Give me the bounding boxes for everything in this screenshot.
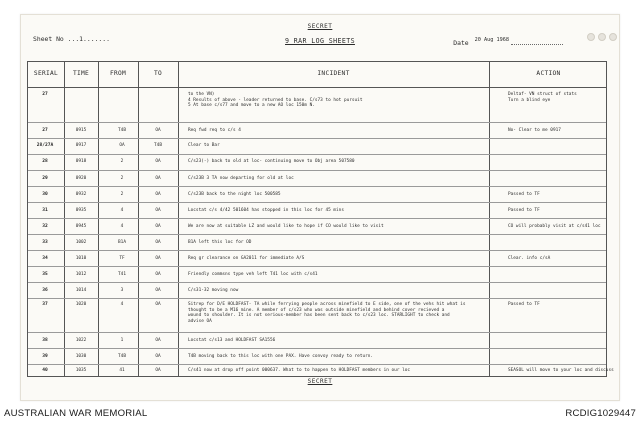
cell-action bbox=[494, 224, 608, 230]
cell-time: 1030 bbox=[75, 354, 87, 359]
cell-serial: 38 bbox=[42, 338, 48, 343]
cell-to: OA bbox=[155, 368, 161, 373]
column-divider bbox=[489, 62, 490, 376]
incident-line: Req fwd req to c/s 4 bbox=[188, 128, 241, 133]
archive-credit: AUSTRALIAN WAR MEMORIAL bbox=[4, 408, 148, 419]
row-divider bbox=[28, 298, 606, 299]
cell-time: 1014 bbox=[75, 288, 87, 293]
action-line: Passed to TF bbox=[508, 302, 540, 307]
cell-from: T41 bbox=[118, 272, 126, 277]
cell-to: OA bbox=[155, 192, 161, 197]
action-line: Passed to TF bbox=[508, 208, 540, 213]
cell-time: 1022 bbox=[75, 338, 87, 343]
incident-line: Friendly commsns type veh left T41 loc with c/s41 bbox=[188, 272, 318, 277]
cell-serial: 37 bbox=[42, 302, 48, 307]
action-line: Deltaf- VN struct of stats bbox=[508, 92, 577, 97]
incident-line: Req gr clearance on GA2011 for immediate A/S bbox=[188, 256, 305, 261]
cell-from: B1A bbox=[118, 240, 126, 245]
row-divider bbox=[28, 138, 606, 139]
cell-to: OA bbox=[155, 354, 161, 359]
cell-from: OA bbox=[119, 143, 125, 148]
row-divider bbox=[28, 234, 606, 235]
incident-line: B1A left this loc for OD bbox=[188, 240, 252, 245]
cell-incident bbox=[188, 143, 486, 149]
page-title: 9 RAR LOG SHEETS bbox=[285, 37, 355, 45]
cell-from: 3 bbox=[120, 288, 124, 293]
incident-line: We are now at suitable LZ and would like to hope if CO would like to visit bbox=[188, 224, 384, 229]
cell-to: T4B bbox=[154, 143, 162, 148]
row-divider bbox=[28, 218, 606, 219]
date-label: Date bbox=[453, 39, 469, 47]
archive-reference: RCDIG1029447 bbox=[565, 408, 636, 419]
cell-incident bbox=[188, 224, 486, 230]
cell-to: OA bbox=[155, 159, 161, 164]
cell-serial: 33 bbox=[42, 240, 48, 245]
cell-serial: 32 bbox=[42, 224, 48, 229]
action-line: SEASOL will move to your loc and discuss bbox=[508, 368, 614, 373]
sheet-label: Sheet No bbox=[33, 35, 64, 43]
cell-action bbox=[494, 302, 608, 308]
cell-action bbox=[494, 368, 614, 374]
cell-serial: 34 bbox=[42, 256, 48, 261]
cell-incident bbox=[188, 354, 486, 360]
cell-serial: 36 bbox=[42, 288, 48, 293]
cell-to: OA bbox=[155, 176, 161, 181]
cell-to: OA bbox=[155, 288, 161, 293]
cell-incident bbox=[188, 338, 486, 344]
cell-incident bbox=[188, 272, 486, 278]
cell-to: OA bbox=[155, 302, 161, 307]
header-divider bbox=[28, 87, 606, 88]
cell-to: OA bbox=[155, 128, 161, 133]
action-line: Passed to TF bbox=[508, 192, 540, 197]
cell-incident bbox=[188, 192, 486, 198]
incident-line: C/s23B 3 TA now departing for old at loc bbox=[188, 176, 294, 181]
incident-line: 5 At base c/s77 and move to a new AO loc 150m N. bbox=[188, 103, 315, 109]
cell-action bbox=[494, 128, 608, 134]
log-sheet-page bbox=[20, 14, 620, 401]
cell-incident bbox=[188, 288, 486, 294]
cell-time: 1012 bbox=[75, 272, 87, 277]
col-header-action: ACTION bbox=[536, 70, 561, 77]
row-divider bbox=[28, 186, 606, 187]
cell-serial: 27 bbox=[42, 128, 48, 133]
cell-incident bbox=[188, 176, 486, 182]
classification-header: SECRET bbox=[307, 23, 333, 30]
cell-from: 1 bbox=[120, 338, 124, 343]
action-line: Clear. info c/sA bbox=[508, 256, 551, 261]
cell-time: 0917 bbox=[75, 143, 87, 148]
cell-serial: 39 bbox=[42, 354, 48, 359]
cell-to: OA bbox=[155, 256, 161, 261]
cell-to: OA bbox=[155, 272, 161, 277]
cell-from: 2 bbox=[120, 176, 124, 181]
action-line: No- Clear to me 0917 bbox=[508, 128, 561, 133]
col-header-to: TO bbox=[153, 70, 163, 77]
incident-line: C/s23(-) back to old at loc- continuing move to Obj area 507580 bbox=[188, 159, 355, 164]
cell-incident bbox=[188, 128, 486, 134]
cell-time: 1002 bbox=[75, 240, 87, 245]
cell-from: 2 bbox=[120, 192, 124, 197]
incident-line: wound to shoulder. It is not serious-member has been sent back to c/s23 loc. STARLIGHT to check and bbox=[188, 313, 450, 319]
cell-serial: 28 bbox=[42, 159, 48, 164]
row-divider bbox=[28, 202, 606, 203]
cell-action bbox=[494, 92, 608, 103]
date-value: 20 Aug 1968 bbox=[474, 37, 509, 43]
cell-serial: 31 bbox=[42, 208, 48, 213]
incident-line: Clear to Bar bbox=[188, 143, 220, 148]
incident-line: Locstat c/s 4/42 501604 has stopped in this loc for 45 mins bbox=[188, 208, 344, 213]
cell-action bbox=[494, 208, 608, 214]
cell-time: 0935 bbox=[75, 208, 87, 213]
cell-incident bbox=[188, 256, 486, 262]
cell-incident bbox=[188, 240, 486, 246]
cell-from: T4B bbox=[118, 354, 126, 359]
cell-to: OA bbox=[155, 208, 161, 213]
cell-from: 4 bbox=[120, 208, 124, 213]
cell-to: OA bbox=[155, 224, 161, 229]
cell-time: 1020 bbox=[75, 302, 87, 307]
cell-action bbox=[494, 192, 608, 198]
cell-serial: 35 bbox=[42, 272, 48, 277]
cell-time: 0945 bbox=[75, 224, 87, 229]
log-table bbox=[27, 61, 614, 377]
cell-incident bbox=[188, 208, 486, 214]
incident-line: thought to be a M16 mine. A member of c/s23 who was outside minefield and behind cover recieved a bbox=[188, 307, 445, 313]
cell-from: T4B bbox=[118, 128, 126, 133]
cell-serial: 27 bbox=[42, 92, 48, 97]
incident-line: C/s41 now at drop off point 000637. What to to happen to HOLDFAST members in our loc bbox=[188, 368, 411, 373]
col-header-from: FROM bbox=[109, 70, 127, 77]
cell-incident bbox=[188, 159, 486, 165]
cell-incident bbox=[188, 302, 486, 324]
cell-time: 1010 bbox=[75, 256, 87, 261]
incident-line: advise OA bbox=[188, 318, 212, 324]
row-divider bbox=[28, 122, 606, 123]
cell-incident bbox=[188, 92, 486, 109]
cell-time: 0920 bbox=[75, 176, 87, 181]
cell-incident bbox=[188, 368, 486, 374]
cell-serial: 40 bbox=[42, 368, 48, 373]
cell-time: 1035 bbox=[75, 368, 87, 373]
cell-from: 2 bbox=[120, 159, 124, 164]
date-dotted-line bbox=[511, 44, 563, 45]
classification-footer: SECRET bbox=[307, 378, 333, 385]
row-divider bbox=[28, 364, 606, 365]
row-divider bbox=[28, 170, 606, 171]
cell-from: 4 bbox=[120, 302, 124, 307]
cell-serial: 28/27A bbox=[36, 143, 54, 148]
date-field bbox=[453, 39, 563, 47]
column-divider bbox=[64, 62, 65, 376]
cell-serial: 29 bbox=[42, 176, 48, 181]
cell-to: OA bbox=[155, 338, 161, 343]
row-divider bbox=[28, 154, 606, 155]
row-divider bbox=[28, 282, 606, 283]
cell-action bbox=[494, 256, 608, 262]
incident-line: Sitrep for D/E HOLDFAST- TA while ferrying people across minefield to E side, one of the vehs hit what is bbox=[188, 302, 466, 307]
column-divider bbox=[138, 62, 139, 376]
incident-line: 4 Results of above - leader returned to base. C/s73 to hot pursuit bbox=[188, 97, 363, 103]
incident-line: Locstat c/s13 and HOLDFAST SA1556 bbox=[188, 338, 276, 343]
sheet-value: ...1....... bbox=[67, 35, 110, 43]
col-header-time: TIME bbox=[72, 70, 90, 77]
action-line: Turn a blind eye bbox=[508, 97, 551, 103]
row-divider bbox=[28, 348, 606, 349]
cell-to: OA bbox=[155, 240, 161, 245]
column-divider bbox=[98, 62, 99, 376]
row-divider bbox=[28, 250, 606, 251]
row-divider bbox=[28, 266, 606, 267]
incident-line: C/s23B back to the night loc 500585 bbox=[188, 192, 281, 197]
column-divider bbox=[178, 62, 179, 376]
incident-line: T4B moving back to this loc with one PAX. Have convoy ready to return. bbox=[188, 354, 374, 359]
incident-line: C/s31-32 moving now bbox=[188, 288, 239, 293]
col-header-serial: SERIAL bbox=[33, 70, 59, 77]
cell-time: 0918 bbox=[75, 159, 87, 164]
incident-line: to the VN) bbox=[188, 92, 215, 97]
action-line: CO will probably visit at c/s41 loc bbox=[508, 224, 601, 229]
cell-time: 0932 bbox=[75, 192, 87, 197]
cell-serial: 30 bbox=[42, 192, 48, 197]
col-header-incident: INCIDENT bbox=[317, 70, 350, 77]
cell-from: TF bbox=[119, 256, 125, 261]
cell-from: 41 bbox=[119, 368, 125, 373]
row-divider bbox=[28, 332, 606, 333]
cell-from: 4 bbox=[120, 224, 124, 229]
cell-time: 0915 bbox=[75, 128, 87, 133]
